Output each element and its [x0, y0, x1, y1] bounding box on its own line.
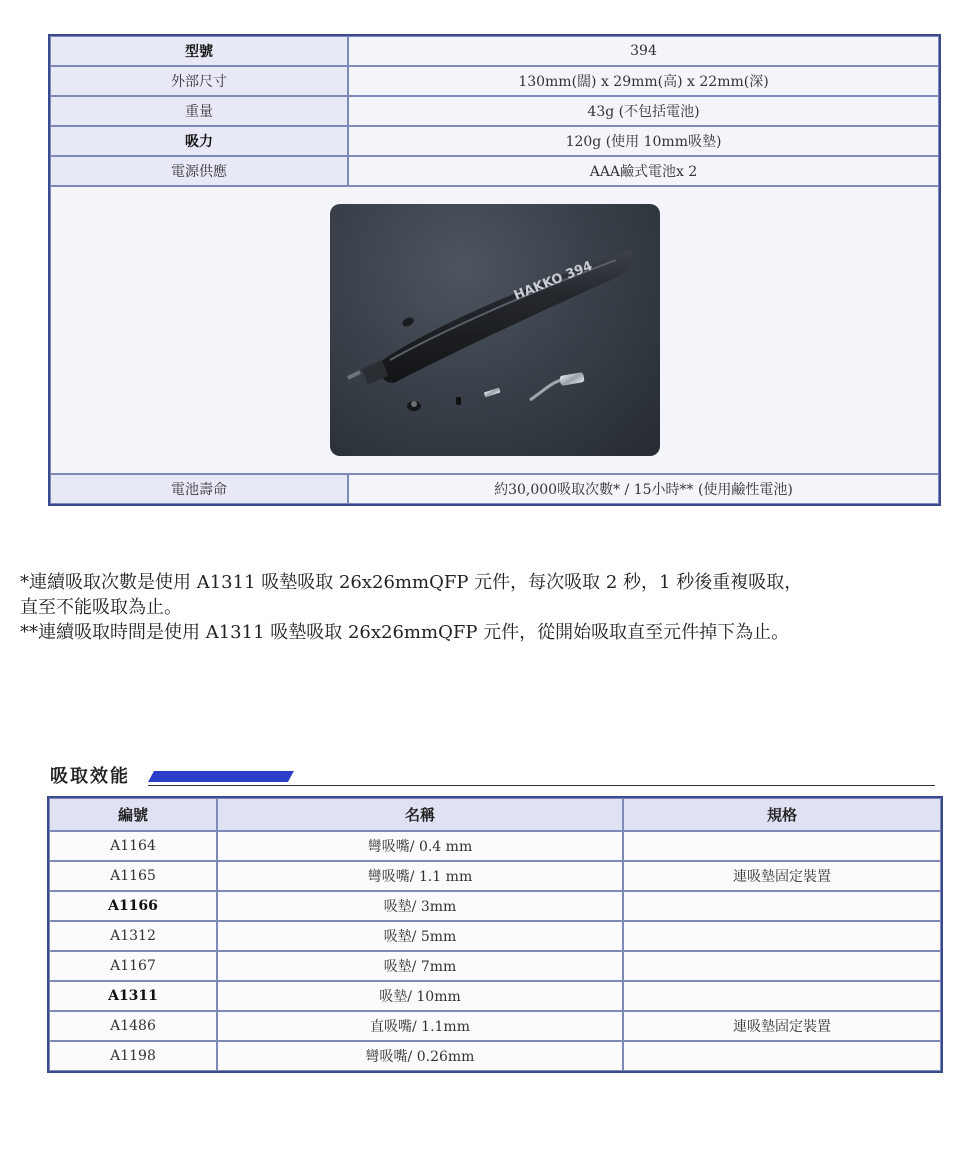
- section-rule: [148, 785, 935, 786]
- part-spec: [623, 831, 941, 861]
- column-header-code: 編號: [49, 798, 217, 831]
- part-name: 吸墊/ 3mm: [217, 891, 623, 921]
- product-photo: [330, 204, 660, 456]
- part-code: A1198: [49, 1041, 217, 1071]
- table-row: [49, 1011, 941, 1041]
- spec-value: 120g (使用 10mm吸墊): [348, 126, 939, 156]
- part-code: A1167: [49, 951, 217, 981]
- part-code: A1166: [49, 891, 217, 921]
- part-spec: 連吸墊固定裝置: [623, 1011, 941, 1041]
- table-row: [49, 861, 941, 891]
- product-brand-text: HAKKO 394: [511, 258, 595, 304]
- spec-value: AAA鹼式電池x 2: [348, 156, 939, 186]
- table-row: [49, 921, 941, 951]
- section-header: [50, 762, 935, 788]
- part-code: A1486: [49, 1011, 217, 1041]
- part-code: A1311: [49, 981, 217, 1011]
- part-code: A1312: [49, 921, 217, 951]
- part-spec: [623, 1041, 941, 1071]
- parts-header-row: [49, 798, 941, 831]
- spec-value: 43g (不包括電池): [348, 96, 939, 126]
- product-image-cell: [50, 186, 939, 474]
- spec-value: 130mm(闊) x 29mm(高) x 22mm(深): [348, 66, 939, 96]
- footnotes: [20, 570, 975, 645]
- table-row: [49, 951, 941, 981]
- part-spec: [623, 951, 941, 981]
- footnote-line: *連續吸取次數是使用 A1311 吸墊吸取 26x26mmQFP 元件，每次吸取 2 秒，1 秒後重複吸取，: [20, 572, 803, 593]
- spec-row-suction: [50, 126, 939, 156]
- parts-table: [47, 796, 943, 1073]
- part-name: 彎吸嘴/ 0.4 mm: [217, 831, 623, 861]
- part-spec: 連吸墊固定裝置: [623, 861, 941, 891]
- spec-label: 電源供應: [50, 156, 348, 186]
- spec-row-weight: [50, 96, 939, 126]
- spec-label: 重量: [50, 96, 348, 126]
- table-row: [49, 891, 941, 921]
- vacuum-pen-illustration: [330, 204, 660, 456]
- part-name: 彎吸嘴/ 1.1 mm: [217, 861, 623, 891]
- spec-value: 394: [348, 36, 939, 66]
- table-row: [49, 1041, 941, 1071]
- section-accent-bar: [148, 768, 358, 786]
- footnote-line: **連續吸取時間是使用 A1311 吸墊吸取 26x26mmQFP 元件，從開始吸取直至元件掉下為止。: [20, 622, 790, 643]
- spec-row-model: [50, 36, 939, 66]
- spec-table: [48, 34, 941, 506]
- spec-row-power: [50, 156, 939, 186]
- part-name: 吸墊/ 5mm: [217, 921, 623, 951]
- part-code: A1164: [49, 831, 217, 861]
- part-name: 直吸嘴/ 1.1mm: [217, 1011, 623, 1041]
- footnote-line: 直至不能吸取為止。: [20, 597, 182, 618]
- part-spec: [623, 891, 941, 921]
- spec-label: 外部尺寸: [50, 66, 348, 96]
- part-code: A1165: [49, 861, 217, 891]
- spec-label: 吸力: [50, 126, 348, 156]
- spec-row-dimensions: [50, 66, 939, 96]
- column-header-name: 名稱: [217, 798, 623, 831]
- part-spec: [623, 981, 941, 1011]
- section-title: 吸取效能: [50, 766, 130, 787]
- spec-label: 電池壽命: [50, 474, 348, 504]
- table-row: [49, 981, 941, 1011]
- column-header-spec: 規格: [623, 798, 941, 831]
- table-row: [49, 831, 941, 861]
- part-name: 吸墊/ 10mm: [217, 981, 623, 1011]
- spec-value: 約30,000吸取次數* / 15小時** (使用鹼性電池): [348, 474, 939, 504]
- part-name: 吸墊/ 7mm: [217, 951, 623, 981]
- spec-label: 型號: [50, 36, 348, 66]
- part-spec: [623, 921, 941, 951]
- part-name: 彎吸嘴/ 0.26mm: [217, 1041, 623, 1071]
- spec-row-battery: [50, 474, 939, 504]
- spec-row-image: [50, 186, 939, 474]
